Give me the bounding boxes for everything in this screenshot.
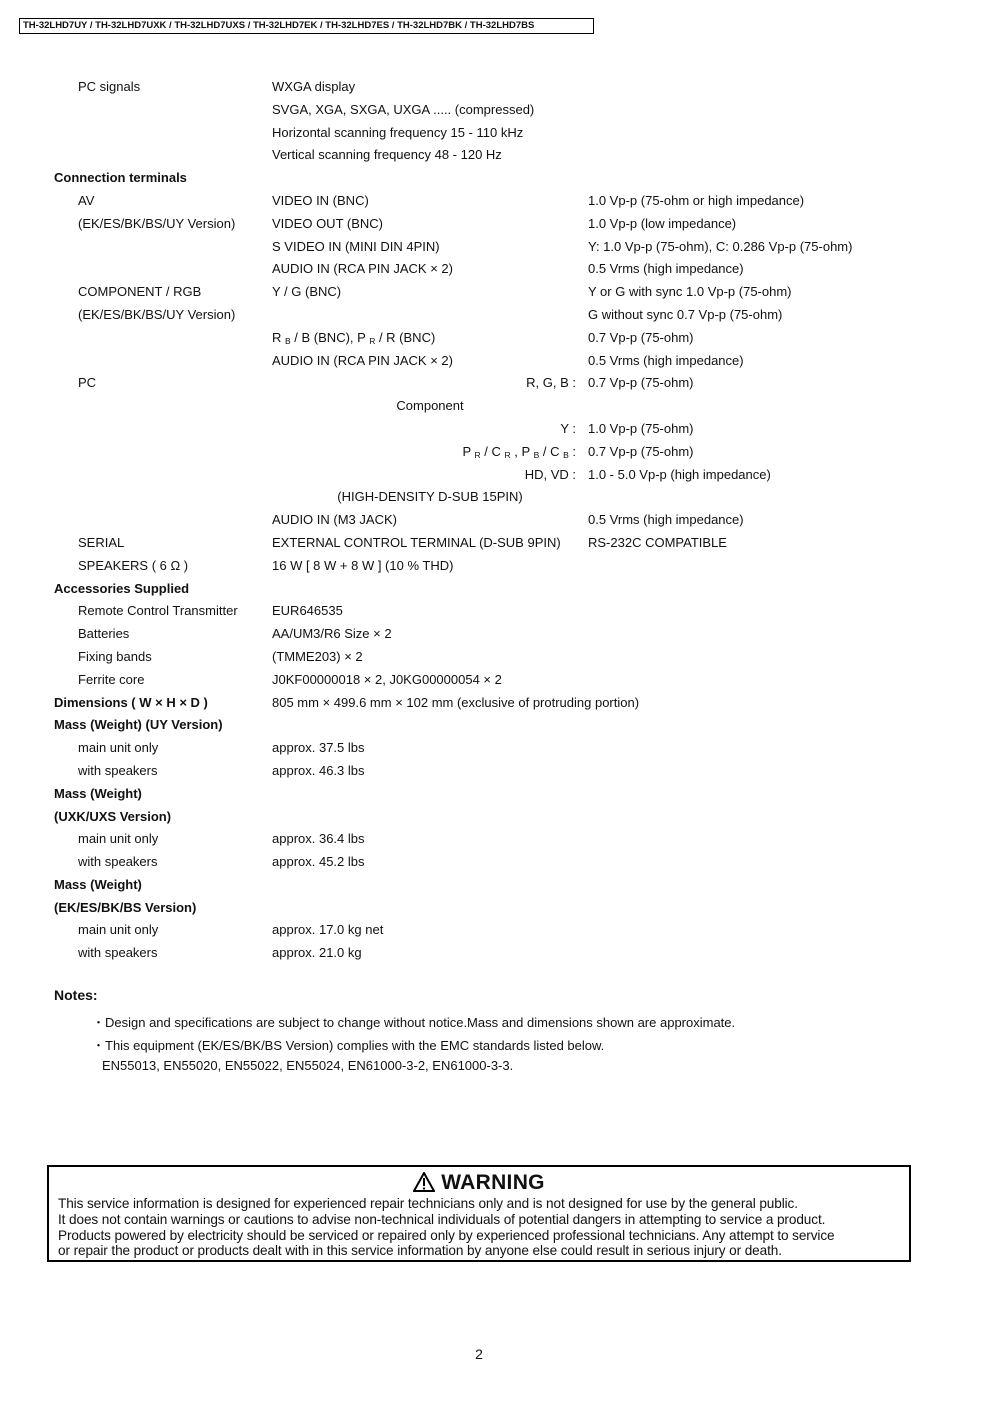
note-item: ・This equipment (EK/ES/BK/BS Version) complies with the EMC standards listed below. — [92, 1038, 605, 1053]
spec-detail: G without sync 0.7 Vp-p (75-ohm) — [588, 306, 783, 322]
spec-detail: 1.0 Vp-p (75-ohm) — [588, 420, 694, 436]
spec-label: Batteries — [78, 626, 130, 642]
spec-detail: 0.7 Vp-p (75-ohm) — [588, 329, 694, 345]
spec-detail: 1.0 - 5.0 Vp-p (high impedance) — [588, 466, 771, 482]
spec-row — [0, 509, 992, 532]
spec-value: 16 W [ 8 W + 8 W ] (10 % THD) — [272, 557, 454, 573]
spec-value: AUDIO IN (RCA PIN JACK × 2) — [272, 352, 453, 368]
spec-value: 805 mm × 499.6 mm × 102 mm (exclusive of protruding portion) — [272, 694, 640, 710]
warning-text: Products powered by electricity should be serviced or repaired only by experienced professional technicians. Any attempt to service — [58, 1228, 835, 1243]
spec-label: PC signals — [78, 79, 141, 94]
spec-row — [0, 646, 992, 669]
spec-row — [0, 532, 992, 555]
spec-label: (EK/ES/BK/BS/UY Version) — [78, 306, 236, 322]
spec-key: HD, VD : — [524, 466, 576, 482]
spec-key: P $_R$ / C $_R$ , P $_B$ / C $_B$ : — [462, 443, 576, 460]
spec-value: VIDEO OUT (BNC) — [272, 215, 383, 231]
spec-label: with speakers — [78, 762, 158, 778]
spec-row — [0, 76, 992, 99]
spec-value: AA/UM3/R6 Size × 2 — [272, 626, 392, 642]
spec-row — [0, 486, 992, 509]
spec-row — [0, 372, 992, 395]
spec-row — [0, 441, 992, 464]
section-heading: (UXK/UXS Version) — [54, 808, 172, 824]
spec-row — [0, 783, 992, 806]
spec-row — [0, 144, 992, 167]
section-heading: Mass (Weight) — [54, 785, 142, 801]
spec-row — [0, 714, 992, 737]
warning-box — [47, 1165, 911, 1262]
spec-row — [0, 167, 992, 190]
spec-value: R $_B$ / B (BNC), P $_R$ / R (BNC) — [272, 329, 436, 346]
section-heading: Mass (Weight) (UY Version) — [54, 717, 223, 733]
spec-row — [0, 555, 992, 578]
spec-value: Vertical scanning frequency 48 - 120 Hz — [272, 147, 502, 163]
spec-label: SERIAL — [78, 534, 125, 550]
spec-row — [0, 236, 992, 259]
spec-label: main unit only — [78, 831, 159, 847]
spec-subheading: (HIGH-DENSITY D-SUB 15PIN) — [337, 489, 523, 505]
spec-value: approx. 45.2 lbs — [272, 854, 365, 870]
spec-label: main unit only — [78, 740, 159, 756]
warning-title: WARNING — [441, 1171, 545, 1194]
spec-row — [0, 851, 992, 874]
spec-row — [0, 942, 992, 965]
spec-value: S VIDEO IN (MINI DIN 4PIN) — [272, 238, 440, 254]
section-heading: Connection terminals — [54, 170, 187, 186]
spec-row — [0, 578, 992, 601]
spec-row — [0, 669, 992, 692]
spec-detail: 1.0 Vp-p (75-ohm or high impedance) — [588, 192, 805, 208]
spec-detail: 0.5 Vrms (high impedance) — [588, 352, 744, 368]
spec-value: SVGA, XGA, SXGA, UXGA ..... (compressed) — [272, 101, 535, 117]
section-heading: Mass (Weight) — [54, 876, 142, 892]
spec-row — [0, 281, 992, 304]
spec-label: Ferrite core — [78, 671, 145, 687]
spec-label: main unit only — [78, 922, 159, 938]
spec-row — [0, 897, 992, 920]
spec-row — [0, 692, 992, 715]
spec-row — [0, 258, 992, 281]
spec-row — [0, 600, 992, 623]
spec-value: AUDIO IN (M3 JACK) — [272, 512, 397, 528]
spec-label: AV — [78, 192, 95, 208]
spec-value: approx. 17.0 kg net — [272, 922, 384, 938]
spec-value: EXTERNAL CONTROL TERMINAL (D-SUB 9PIN) — [272, 534, 561, 550]
warning-heading — [49, 1171, 909, 1195]
spec-value: Y / G (BNC) — [272, 284, 342, 300]
spec-row — [0, 350, 992, 373]
spec-value: WXGA display — [272, 79, 356, 94]
spec-detail: 0.7 Vp-p (75-ohm) — [588, 375, 694, 391]
spec-key: Y : — [560, 420, 576, 436]
spec-row — [0, 828, 992, 851]
spec-row — [0, 806, 992, 829]
spec-row — [0, 327, 992, 350]
section-heading: Accessories Supplied — [54, 580, 190, 596]
spec-value: (TMME203) × 2 — [272, 648, 363, 664]
spec-label: Remote Control Transmitter — [78, 603, 238, 619]
spec-row — [0, 760, 992, 783]
spec-row — [0, 464, 992, 487]
note-item: EN55013, EN55020, EN55022, EN55024, EN61000-3-2, EN61000-3-3. — [102, 1058, 514, 1073]
spec-row — [0, 874, 992, 897]
spec-label: (EK/ES/BK/BS/UY Version) — [78, 215, 236, 231]
spec-value: approx. 36.4 lbs — [272, 831, 365, 847]
spec-row — [0, 623, 992, 646]
spec-key: R, G, B : — [526, 375, 576, 391]
spec-value: EUR646535 — [272, 603, 343, 619]
warning-triangle-icon — [413, 1172, 435, 1192]
spec-value: approx. 37.5 lbs — [272, 740, 365, 756]
warning-text: or repair the product or products dealt with in this service information by anyone else could result in serious injury or death. — [58, 1243, 782, 1258]
spec-value: approx. 46.3 lbs — [272, 762, 365, 778]
note-item: ・Design and specifications are subject to change without notice.Mass and dimensions shown are approximate. — [92, 1015, 736, 1030]
warning-text: It does not contain warnings or cautions to advise non-technical individuals of potential dangers in attempting to service a product. — [58, 1212, 826, 1227]
spec-detail: 0.7 Vp-p (75-ohm) — [588, 443, 694, 459]
spec-row — [0, 418, 992, 441]
spec-row — [0, 304, 992, 327]
spec-table — [0, 76, 992, 965]
spec-label: SPEAKERS ( 6 Ω ) — [78, 557, 189, 573]
spec-detail: Y: 1.0 Vp-p (75-ohm), C: 0.286 Vp-p (75-ohm) — [588, 238, 853, 254]
spec-row — [0, 190, 992, 213]
spec-value: AUDIO IN (RCA PIN JACK × 2) — [272, 261, 453, 277]
page-number: 2 — [475, 1346, 483, 1362]
spec-detail: RS-232C COMPATIBLE — [588, 534, 727, 550]
spec-row — [0, 395, 992, 418]
spec-subheading: Component — [396, 398, 464, 414]
model-header: TH-32LHD7UY / TH-32LHD7UXK / TH-32LHD7UXS / TH-32LHD7EK / TH-32LHD7ES / TH-32LHD7BK / TH-32LHD7BS — [19, 18, 594, 34]
spec-value: J0KF00000018 × 2, J0KG00000054 × 2 — [272, 671, 502, 687]
spec-label: Fixing bands — [78, 648, 152, 664]
spec-row — [0, 213, 992, 236]
spec-label: PC — [78, 375, 97, 391]
spec-detail: 1.0 Vp-p (low impedance) — [588, 215, 737, 231]
spec-value: Horizontal scanning frequency 15 - 110 kHz — [272, 124, 524, 140]
spec-detail: 0.5 Vrms (high impedance) — [588, 512, 744, 528]
spec-row — [0, 919, 992, 942]
spec-value: approx. 21.0 kg — [272, 945, 362, 961]
spec-value: VIDEO IN (BNC) — [272, 192, 369, 208]
section-heading: (EK/ES/BK/BS Version) — [54, 899, 197, 915]
notes-heading: Notes: — [54, 987, 98, 1003]
spec-row — [0, 99, 992, 122]
spec-detail: Y or G with sync 1.0 Vp-p (75-ohm) — [588, 284, 792, 300]
warning-text: This service information is designed for experienced repair technicians only and is not designed for use by the general public. — [58, 1196, 798, 1211]
spec-label: COMPONENT / RGB — [78, 284, 202, 300]
spec-detail: 0.5 Vrms (high impedance) — [588, 261, 744, 277]
spec-label: with speakers — [78, 854, 158, 870]
spec-label: with speakers — [78, 945, 158, 961]
section-heading: Dimensions ( W × H × D ) — [54, 694, 208, 710]
spec-row — [0, 737, 992, 760]
spec-row — [0, 122, 992, 145]
